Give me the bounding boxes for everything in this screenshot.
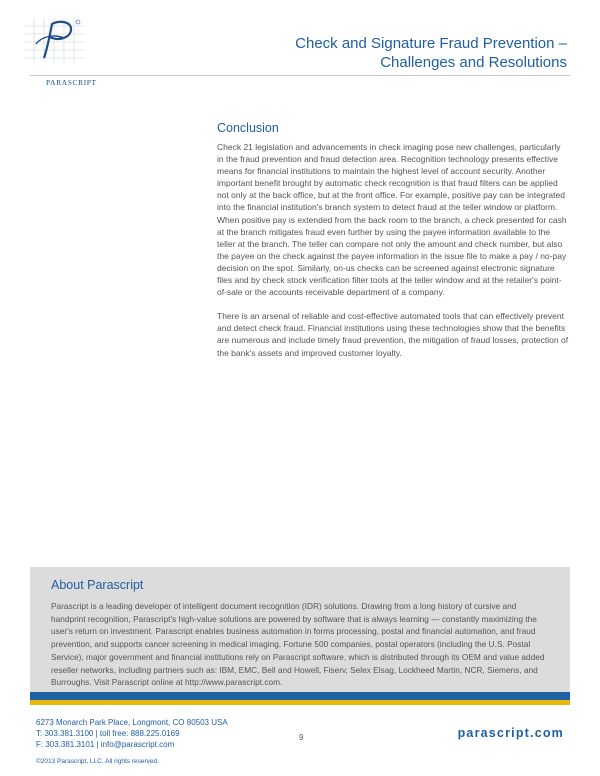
about-section	[30, 567, 570, 692]
header-divider	[30, 75, 570, 76]
conclusion-heading: Conclusion	[217, 121, 279, 135]
footer-address: 6273 Monarch Park Place, Longmont, CO 80503 USA	[36, 718, 228, 727]
parascript-logo	[24, 18, 97, 87]
footer-phone: T: 303.381.3100 | toll free: 888.225.0169	[36, 729, 180, 738]
about-text: Parascript is a leading developer of intelligent document recognition (IDR) solutions. Drawing from a long history of cursive and handprint recognition, Parascript's high-value solutions are powered by software that is always learning — constantly maximizing the user's return on investment. Parascript enables business automation in forms processing, postal and financial automation, and fraud prevention, and supports cancer screening in medical imaging. Fortune 500 companies, postal operators (including the U.S. Postal Service), major government and financial institutions rely on Parascript software, which is distributed through its OEM and value added reseller networks, including partners such as: IBM, EMC, Bell and Howell, Fiserv, Selex Elsag, Lockheed Martin, NCR, Siemens, and Burroughs. Visit Parascript online at http://www.parascript.com.	[51, 601, 545, 688]
conclusion-body	[217, 141, 569, 371]
conclusion-paragraph-2: There is an arsenal of reliable and cost-effective automated tools that can effectively prevent and detect check fraud. Financial institutions using these technologies show that the benefits are numerous and include timely fraud prevention, the mitigation of fraud losses, protection of the bank's assets and improved customer loyalty.	[217, 311, 569, 358]
parascript-logo-icon	[24, 18, 84, 62]
footer-fax-email: F: 303.381.3101 | info@parascript.com	[36, 740, 175, 749]
copyright: ©2013 Parascript, LLC. All rights reserved.	[36, 758, 159, 765]
about-heading: About Parascript	[51, 578, 144, 592]
website-link[interactable]: parascript.com	[457, 726, 564, 740]
page-number: 9	[299, 733, 304, 742]
document-title	[267, 34, 567, 72]
document-title-line1: Check and Signature Fraud Prevention –	[295, 35, 567, 52]
conclusion-paragraph-1: Check 21 legislation and advancements in check imaging pose new challenges, particularly in the fraud prevention and fraud detection area. Recognition technology presents effective means for financial institutions to maintain the highest level of account security. Another important benefit brought by automatic check recognition is that fraud filters can be applied not only at the back office, but at the front office. For example, positive pay can be integrated into the financial institution's branch system to detect fraud at the teller window or platform. When positive pay is extended from the back room to the branch, a check presented for cash at the branch mitigates fraud even further by using the payee information available to the teller at the branch. The teller can compare not only the amount and check number, but also the payee on the check against the payee information in the issue file to make a pay / no-pay decision on the spot. Similarly, on-us checks can be screened against electronic signature files and by check stock verification filter tools at the teller window and at the retailer's point-of-sale or the accounts receivable department of a company.	[217, 142, 567, 298]
footer-contact	[36, 717, 228, 750]
footer-stripe-blue	[30, 692, 570, 700]
footer-stripe-gold	[30, 700, 570, 705]
document-title-line2: Challenges and Resolutions	[380, 54, 567, 71]
logo-wordmark: PARASCRIPT	[46, 78, 97, 87]
